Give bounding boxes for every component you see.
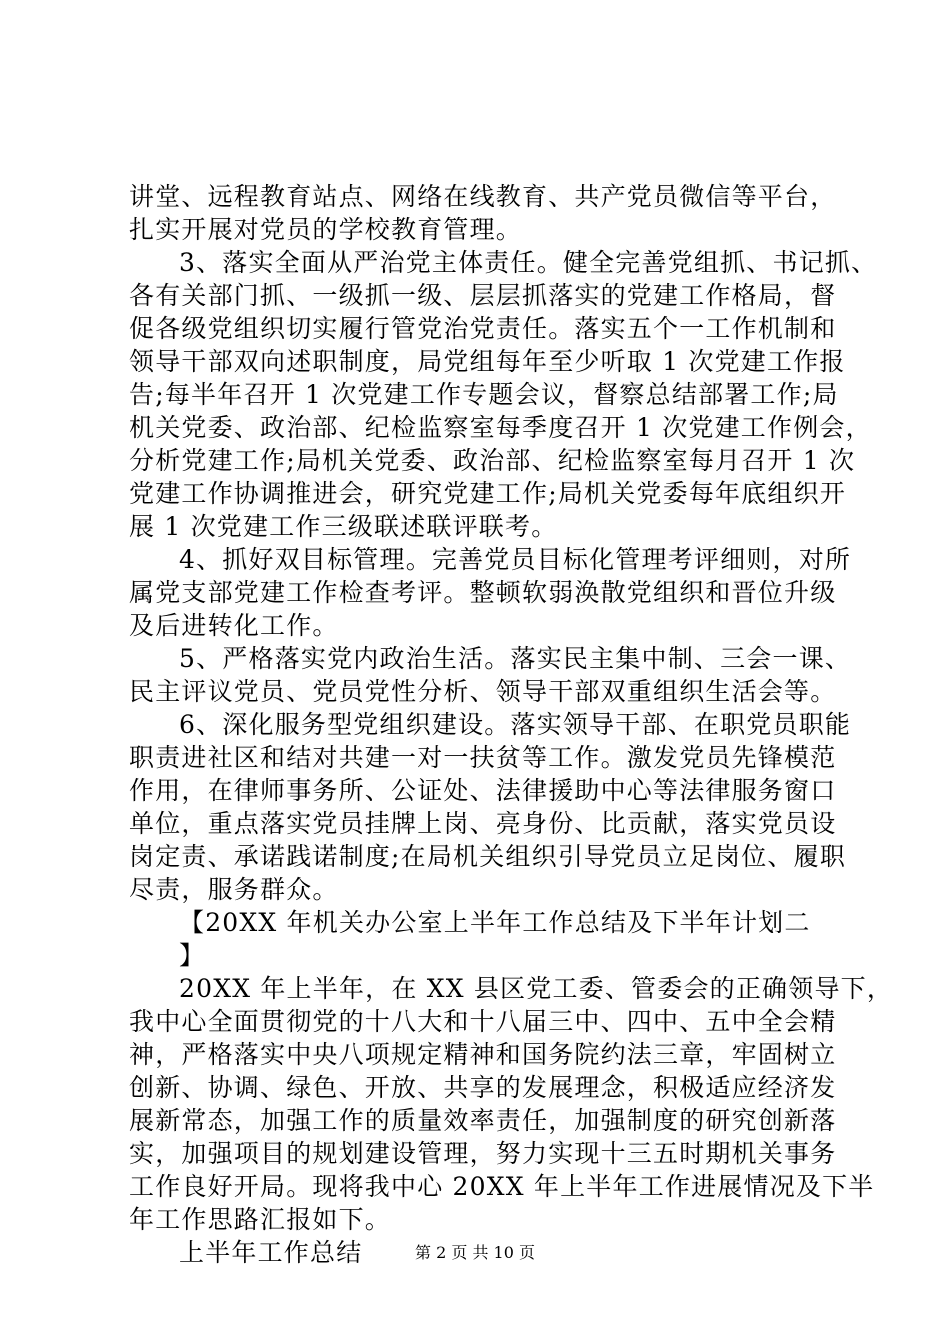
text-line: 展新常态，加强工作的质量效率责任，加强制度的研究创新落 [129, 1106, 837, 1135]
text-line: 领导干部双向述职制度，局党组每年至少听取 1 次党建工作报 [129, 347, 846, 376]
text-line: 党建工作协调推进会，研究党建工作;局机关党委每年底组织开 [129, 479, 847, 508]
page-number-footer: 第 2 页 共 10 页 [415, 1243, 535, 1262]
text-line: 分析党建工作;局机关党委、政治部、纪检监察室每月召开 1 次 [129, 446, 856, 475]
text-line: 创新、协调、绿色、开放、共享的发展理念，积极适应经济发 [129, 1073, 837, 1102]
text-line: 20XX 年上半年，在 XX 县区党工委、管委会的正确领导下， [179, 974, 894, 1003]
text-line: 尽责，服务群众。 [129, 875, 339, 904]
text-line: 年工作思路汇报如下。 [129, 1205, 392, 1234]
text-line: 工作良好开局。现将我中心 20XX 年上半年工作进展情况及下半 [129, 1172, 875, 1201]
section-heading-bracket: 】 [179, 941, 206, 970]
text-line: 5、严格落实党内政治生活。落实民主集中制、三会一课、 [179, 644, 852, 673]
text-line: 我中心全面贯彻党的十八大和十八届三中、四中、五中全会精 [129, 1007, 837, 1036]
text-line: 属党支部党建工作检查考评。整顿软弱涣散党组织和晋位升级 [129, 578, 837, 607]
text-line: 民主评议党员、党员党性分析、领导干部双重组织生活会等。 [129, 677, 837, 706]
text-line: 讲堂、远程教育站点、网络在线教育、共产党员微信等平台， [129, 182, 837, 211]
text-line: 6、深化服务型党组织建设。落实领导干部、在职党员职能 [179, 710, 852, 739]
text-line: 单位，重点落实党员挂牌上岗、亮身份、比贡献，落实党员设 [129, 809, 837, 838]
text-line: 3、落实全面从严治党主体责任。健全完善党组抓、书记抓、 [179, 248, 878, 277]
text-line: 职责进社区和结对共建一对一扶贫等工作。激发党员先锋模范 [129, 743, 837, 772]
subsection-heading: 上半年工作总结 [179, 1238, 363, 1267]
text-line: 各有关部门抓、一级抓一级、层层抓落实的党建工作格局，督 [129, 281, 837, 310]
text-line: 岗定责、承诺践诺制度;在局机关组织引导党员立足岗位、履职 [129, 842, 847, 871]
text-line: 促各级党组织切实履行管党治党责任。落实五个一工作机制和 [129, 314, 837, 343]
text-line: 展 1 次党建工作三级联述联评联考。 [129, 512, 558, 541]
text-line: 4、抓好双目标管理。完善党员目标化管理考评细则，对所 [179, 545, 852, 574]
text-line: 神，严格落实中央八项规定精神和国务院约法三章，牢固树立 [129, 1040, 837, 1069]
text-line: 机关党委、政治部、纪检监察室每季度召开 1 次党建工作例会， [129, 413, 872, 442]
text-line: 作用，在律师事务所、公证处、法律援助中心等法律服务窗口 [129, 776, 837, 805]
text-line: 扎实开展对党员的学校教育管理。 [129, 215, 523, 244]
text-line: 实，加强项目的规划建设管理，努力实现十三五时期机关事务 [129, 1139, 837, 1168]
section-heading: 【20XX 年机关办公室上半年工作总结及下半年计划二 [179, 908, 811, 937]
text-line: 及后进转化工作。 [129, 611, 339, 640]
text-line: 告;每半年召开 1 次党建工作专题会议，督察总结部署工作;局 [129, 380, 839, 409]
